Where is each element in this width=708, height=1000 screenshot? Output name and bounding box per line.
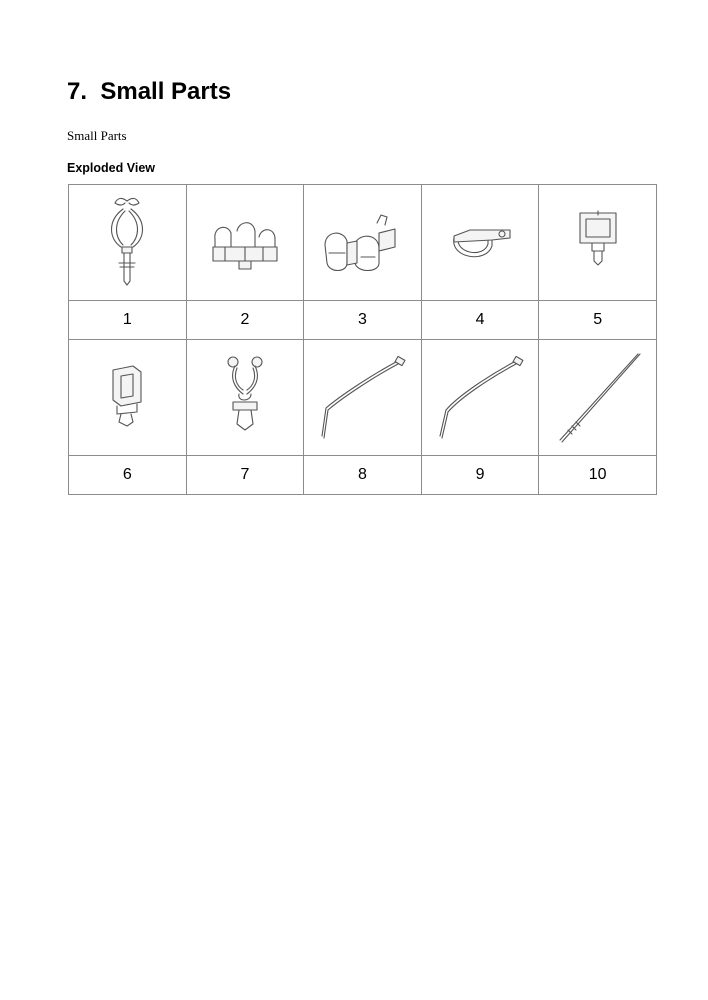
part-1-image-cell xyxy=(69,185,187,301)
small-parts-table xyxy=(68,184,657,495)
part-number: 3 xyxy=(304,301,422,340)
part-8-image-cell xyxy=(304,340,422,456)
part-5-image-cell xyxy=(539,185,657,301)
section-title: 7. Small Parts xyxy=(67,78,232,105)
parts-number-row xyxy=(69,456,657,495)
section-description: Small Parts xyxy=(67,128,127,143)
exploded-view-heading: Exploded View xyxy=(67,161,155,175)
double-s-clamp-icon xyxy=(317,203,407,283)
part-number: 6 xyxy=(69,456,187,495)
cable-tie-loop-clip-icon xyxy=(97,193,157,293)
part-number: 2 xyxy=(186,301,304,340)
push-clip-holder-icon xyxy=(97,358,157,438)
part-10-image-cell xyxy=(539,340,657,456)
p-clamp-icon xyxy=(440,208,520,278)
parts-image-row xyxy=(69,185,657,301)
part-number: 8 xyxy=(304,456,422,495)
part-2-image-cell xyxy=(186,185,304,301)
part-number: 7 xyxy=(186,456,304,495)
parts-image-row xyxy=(69,340,657,456)
cable-tie-icon xyxy=(312,348,412,448)
part-6-image-cell xyxy=(69,340,187,456)
part-number: 9 xyxy=(421,456,539,495)
part-number: 5 xyxy=(539,301,657,340)
loop-clip-icon xyxy=(215,348,275,448)
part-3-image-cell xyxy=(304,185,422,301)
part-7-image-cell xyxy=(186,340,304,456)
part-number: 1 xyxy=(69,301,187,340)
parts-number-row xyxy=(69,301,657,340)
part-9-image-cell xyxy=(421,340,539,456)
cable-tie-icon xyxy=(430,348,530,448)
thin-cable-tie-icon xyxy=(548,348,648,448)
tie-mount-icon xyxy=(568,203,628,283)
part-4-image-cell xyxy=(421,185,539,301)
part-number: 10 xyxy=(539,456,657,495)
double-pipe-clip-icon xyxy=(205,203,285,283)
part-number: 4 xyxy=(421,301,539,340)
